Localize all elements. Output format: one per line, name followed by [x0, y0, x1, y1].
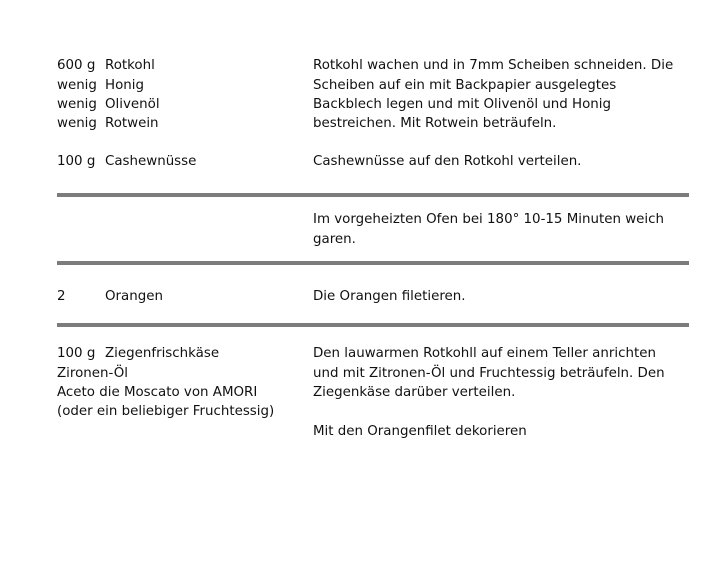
- ingredient-name: Rotkohl: [105, 58, 155, 73]
- ingredient-name: Olivenöl: [105, 97, 160, 112]
- ingredient-name: Ziegenfrischkäse: [105, 346, 220, 361]
- section-divider: [57, 323, 689, 327]
- ingredient-name: Cashewnüsse: [105, 154, 197, 169]
- ingredient-qty: 600 g: [57, 58, 96, 73]
- ingredient-name: Orangen: [105, 289, 163, 304]
- instruction-line: Backblech legen und mit Olivenöl und Honig: [313, 97, 612, 112]
- instruction-line: garen.: [313, 232, 356, 247]
- ingredient-qty: wenig: [57, 116, 97, 131]
- ingredient-qty: 100 g: [57, 346, 96, 361]
- ingredient-qty: 100 g: [57, 154, 96, 169]
- instruction-line: Im vorgeheizten Ofen bei 180° 10-15 Minuten weich: [313, 212, 664, 227]
- instruction-line: Mit den Orangenfilet dekorieren: [313, 424, 527, 439]
- instruction-line: Die Orangen filetieren.: [313, 289, 466, 304]
- ingredient-qty: 2: [57, 289, 66, 304]
- instruction-line: Ziegenkäse darüber verteilen.: [313, 385, 516, 400]
- ingredient-qty: wenig: [57, 78, 97, 93]
- ingredient-name: Honig: [105, 78, 144, 93]
- instruction-line: Rotkohl wachen und in 7mm Scheiben schneiden. Die: [313, 58, 674, 73]
- section-divider: [57, 261, 689, 265]
- ingredient-line: Zironen-Öl: [57, 366, 128, 381]
- instruction-line: und mit Zitronen-Öl und Fruchtessig beträufeln. Den: [313, 366, 665, 381]
- ingredient-qty: wenig: [57, 97, 97, 112]
- ingredient-line: (oder ein beliebiger Fruchtessig): [57, 404, 275, 419]
- instruction-line: bestreichen. Mit Rotwein beträufeln.: [313, 116, 557, 131]
- instruction-line: Scheiben auf ein mit Backpapier ausgelegtes: [313, 78, 617, 93]
- section-divider: [57, 193, 689, 197]
- instruction-line: Den lauwarmen Rotkohll auf einem Teller anrichten: [313, 346, 656, 361]
- ingredient-name: Rotwein: [105, 116, 159, 131]
- ingredient-line: Aceto die Moscato von AMORI: [57, 385, 258, 400]
- instruction-line: Cashewnüsse auf den Rotkohl verteilen.: [313, 154, 582, 169]
